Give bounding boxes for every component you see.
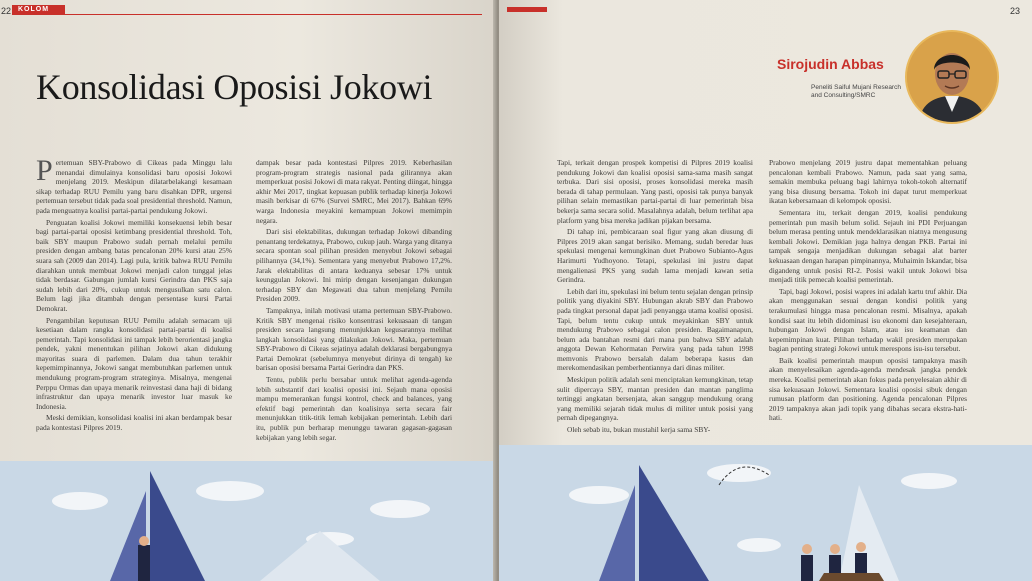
- text-column-4: [769, 158, 967, 458]
- avatar: [905, 30, 999, 124]
- paragraph: Tapi, terkait dengan prospek kompetisi di Pilpres 2019 koalisi pendukung Jokowi dan koalisi oposisi sama-sama masih sangat terbuka. Dari sisi oposisi, proses konsolidasi mereka masih berada di tahap permulaan. Yang pasti, oposisi tak punya banyak pilihan selain memastikan partai-partai di luar pemerintah bisa bekerja sama secara solid. Masalahnya adalah, belum terlihat apa platform yang bisa mereka jadikan pijakan bersama.: [557, 158, 753, 225]
- left-page-number: 22: [1, 6, 12, 16]
- paragraph: Dari sisi elektabilitas, dukungan terhadap Jokowi dibanding penantang terdekatnya, Prabowo, cukup jauh. Warga yang ditanya secara spontan soal pilihan presiden menyebut Jokowi sebagai pilihannya (34,1%). Sementara yang menyebut Prabowo 17,2%. Jarak elektabilitas di antara keduanya sebesar 17% untuk keunggulan Jokowi. Ini mirip dengan kesenjangan dukungan terhadap SBY dan Megawati dua tahun menjelang Pemilu Presiden 2009.: [256, 227, 452, 304]
- paragraph: Tampaknya, inilah motivasi utama pertemuan SBY-Prabowo. Kritik SBY mengenai risiko konsentrasi kekuasaan di tangan presiden secara langsung menunjukkan kegusarannya melihat langkah konsolidasi yang dilakukan Jokowi. Maka, pertemuan SBY-Prabowo di Cikeas sejatinya adalah deklarasi bergabungnya Partai Demokrat (sebelumnya menyebut dirinya di tengah) ke barisan oposisi bersama Partai Gerindra dan PKS.: [256, 305, 452, 373]
- illustration-left: [0, 461, 497, 581]
- paragraph: Oleh sebab itu, bukan mustahil kerja sama SBY-: [567, 425, 711, 435]
- paragraph: Prabowo menjelang 2019 justru dapat mementahkan peluang pencalonan kembali Prabowo. Namun, pada saat yang sama, semakin membuka peluang bagi lahirnya tokoh-tokoh alternatif yang bisa diusung bersama. Tokoh ini dapat turut memperkuat ikatan kebersamaan di kelompok oposisi.: [769, 158, 967, 206]
- paragraph: Tentu, publik perlu bersabar untuk melihat agenda-agenda lebih substantif dari koalisi oposisi ini. Sejauh mana oposisi mampu memerankan fungsi kontrol, check and balances, yang efektif bagi pemerintah dan koalisinya serta secara fair menunjukkan titik-titik lemah kebijakan pemerintah. Lebih dari itu, publik pun berharap menunggu tawaran gagasan-gagasan kebijakan yang lebih segar.: [256, 375, 452, 442]
- paragraph: Meskipun politik adalah seni menciptakan kemungkinan, tetap sulit dipercaya SBY, mantan presiden dan mantan panglima tertinggi angkatan bersenjata, akan sanggup mendukung orang yang memiliki sejarah tidak mulus di militer untuk posisi yang pernah dipegangnya.: [557, 375, 753, 423]
- text-column-1: [36, 158, 232, 476]
- paragraph: Penguatan koalisi Jokowi memiliki konsekuensi lebih besar bagi partai-partai oposisi ketimbang presidential threshold. Toh, baik SBY maupun Prabowo sudah pernah melalui pemilu presiden dengan ambang batas pencalonan 20% kursi atau 25% suara sah (2009 dan 2014). Lagi pula, kritik bahwa RUU Pemilu diarahkan untuk membuat Jokowi menjadi calon tunggal jelas tidak berdasar. Gabungan jumlah kursi Gerindra dan PKS saja sudah lebih dari 20%, cukup untuk mengusulkan satu calon. Belum lagi jika ditambah dengan persentase kursi Partai Demokrat.: [36, 217, 232, 313]
- right-page: [499, 0, 1032, 581]
- paragraph: Di tahap ini, pembicaraan soal figur yang akan diusung di Pilpres 2019 akan sangat berisiko. Memang, sudah beredar luas spekulasi mengenai kemungkinan duet Prabowo Subianto-Agus Harimurti Yudhoyono. Tetapi, spekulasi ini justru dapat mengalienasi PKS yang sudah lama menjadi kawan setia Gerindra.: [557, 227, 753, 285]
- paragraph: Lebih dari itu, spekulasi ini belum tentu sejalan dengan prinsip politik yang diyakini SBY. Hubungan akrab SBY dan Prabowo pada tingkat personal dapat jadi penyangga utama koalisi oposisi. Tapi, belum tentu cukup untuk meyakinkan SBY untuk mendukung Prabowo sebagai calon presiden. Bagaimanapun, belum ada bantahan resmi dari mana pun bahwa SBY adalah anggota Dewan Kehormatan Perwira yang pada tahun 1998 memvonis Prabowo bersalah dalam beberapa kasus dan merekomendasikan pemberhentiannya dari dinas militer.: [557, 286, 753, 373]
- left-page: [0, 0, 497, 581]
- paragraph: Pengambilan keputusan RUU Pemilu adalah semacam uji kesetiaan dalam rangka konsolidasi partai-partai di koalisi pemerintah. Tapi konsolidasi ini tampak lebih berorientasi jangka pendek, yakni menentukan pilihan Jokowi akan didukung mayoritas suara di parlemen. Dalam dua tahun terakhir kepemimpinannya, Jokowi sangat membutuhkan parlemen untuk mendukung program-program strateginya. Misalnya, mengenai Perppu Ormas dan upaya menarik reinvestasi dana haji di bidang infrastruktur dan upaya menarik investor luar masuk ke Indonesia.: [36, 315, 232, 411]
- section-label: KOLOM: [12, 5, 65, 14]
- paragraph: Baik koalisi pemerintah maupun oposisi tampaknya masih akan menyelesaikan agenda-agenda mendesak jangka pendek mereka. Koalisi pemerintah akan fokus pada penyelesaian akhir di sisa kekuasaan Jokowi. Sementara koalisi oposisi sibuk dengan rumusan platform dan positioning. Agenda pencalonan Pilpres 2019 tampaknya akan jadi topik yang dibahas secara ekstra-hati-hati.: [769, 355, 967, 423]
- author-name: Sirojudin Abbas: [777, 56, 884, 72]
- paragraph: Tapi, bagi Jokowi, posisi wapres ini adalah kartu truf akhir. Dia akan menggunakan sesuai dengan kondisi politik yang terakumulasi hingga masa pencalonan resmi. Misalnya, apakah kondisi saat itu lebih didominasi isu ekonomi dan kesejahteraan, hubungan Jokowi dengan Islam, atau isu keamanan dan kepemimpinan kuat. Pilihan terhadap wakil presiden merupakan bagian penting strategi Jokowi untuk merespons isu-isu tersebut.: [769, 286, 967, 354]
- right-page-number: 23: [1009, 6, 1020, 16]
- paragraph: Pertemuan SBY-Prabowo di Cikeas pada Minggu lalu menandai dimulainya konsolidasi baru oposisi Jokowi menjelang 2019. Meskipun dilatarbelakangi kesamaan sikap terhadap RUU Pemilu yang baru disahkan DPR, urgensi pertemuan tersebut tidak pada soal presidential threshold. Namun, pada menguatnya koalisi partai-partai pendukung Jokowi.: [36, 158, 232, 215]
- section-rule-right: [507, 7, 547, 12]
- illustration-right: [499, 445, 1032, 581]
- article-title: Konsolidasi Oposisi Jokowi: [36, 67, 433, 107]
- paragraph: Meski demikian, konsolidasi koalisi ini akan berdampak besar pada kontestasi Pilpres 2019.: [36, 413, 232, 433]
- drop-cap: P: [36, 158, 53, 187]
- paragraph: dampak besar pada kontestasi Pilpres 2019. Keberhasilan program-program strategis nasional pada gilirannya akan memperkuat posisi Jokowi di mata rakyat. Penting diingat, hingga akhir Mei 2017, tingkat kepuasan publik terhadap kinerja Jokowi masih berkisar di 67% (Survei SMRC, Mei 2017). Bahkan 69% warga Indonesia meyakini kemampuan Jokowi memimpin negara.: [256, 158, 452, 225]
- text-column-2: [256, 158, 452, 454]
- paragraph: Sementara itu, terkait dengan 2019, koalisi pendukung pemerintah pun masih belum solid. Sejauh ini PDI Perjuangan belum merasa penting untuk mendeklarasikan niatnya mengusung kembali Jokowi. Demikian juga halnya dengan PKB. Partai ini tampak sengaja menjadikan dukungan sebagai alat barter kekuasaan dengan harapan pimpinannya, Muhaimin Iskandar, bisa digandeng untuk posisi RI-2. Posisi wakil untuk Jokowi bisa menjadi titik pemecah koalisi pemerintah.: [769, 207, 967, 285]
- author-bio: Peneliti Saiful Mujani Research and Consulting/SMRC: [811, 84, 901, 99]
- text-column-3: [557, 158, 753, 448]
- section-rule: [12, 14, 482, 15]
